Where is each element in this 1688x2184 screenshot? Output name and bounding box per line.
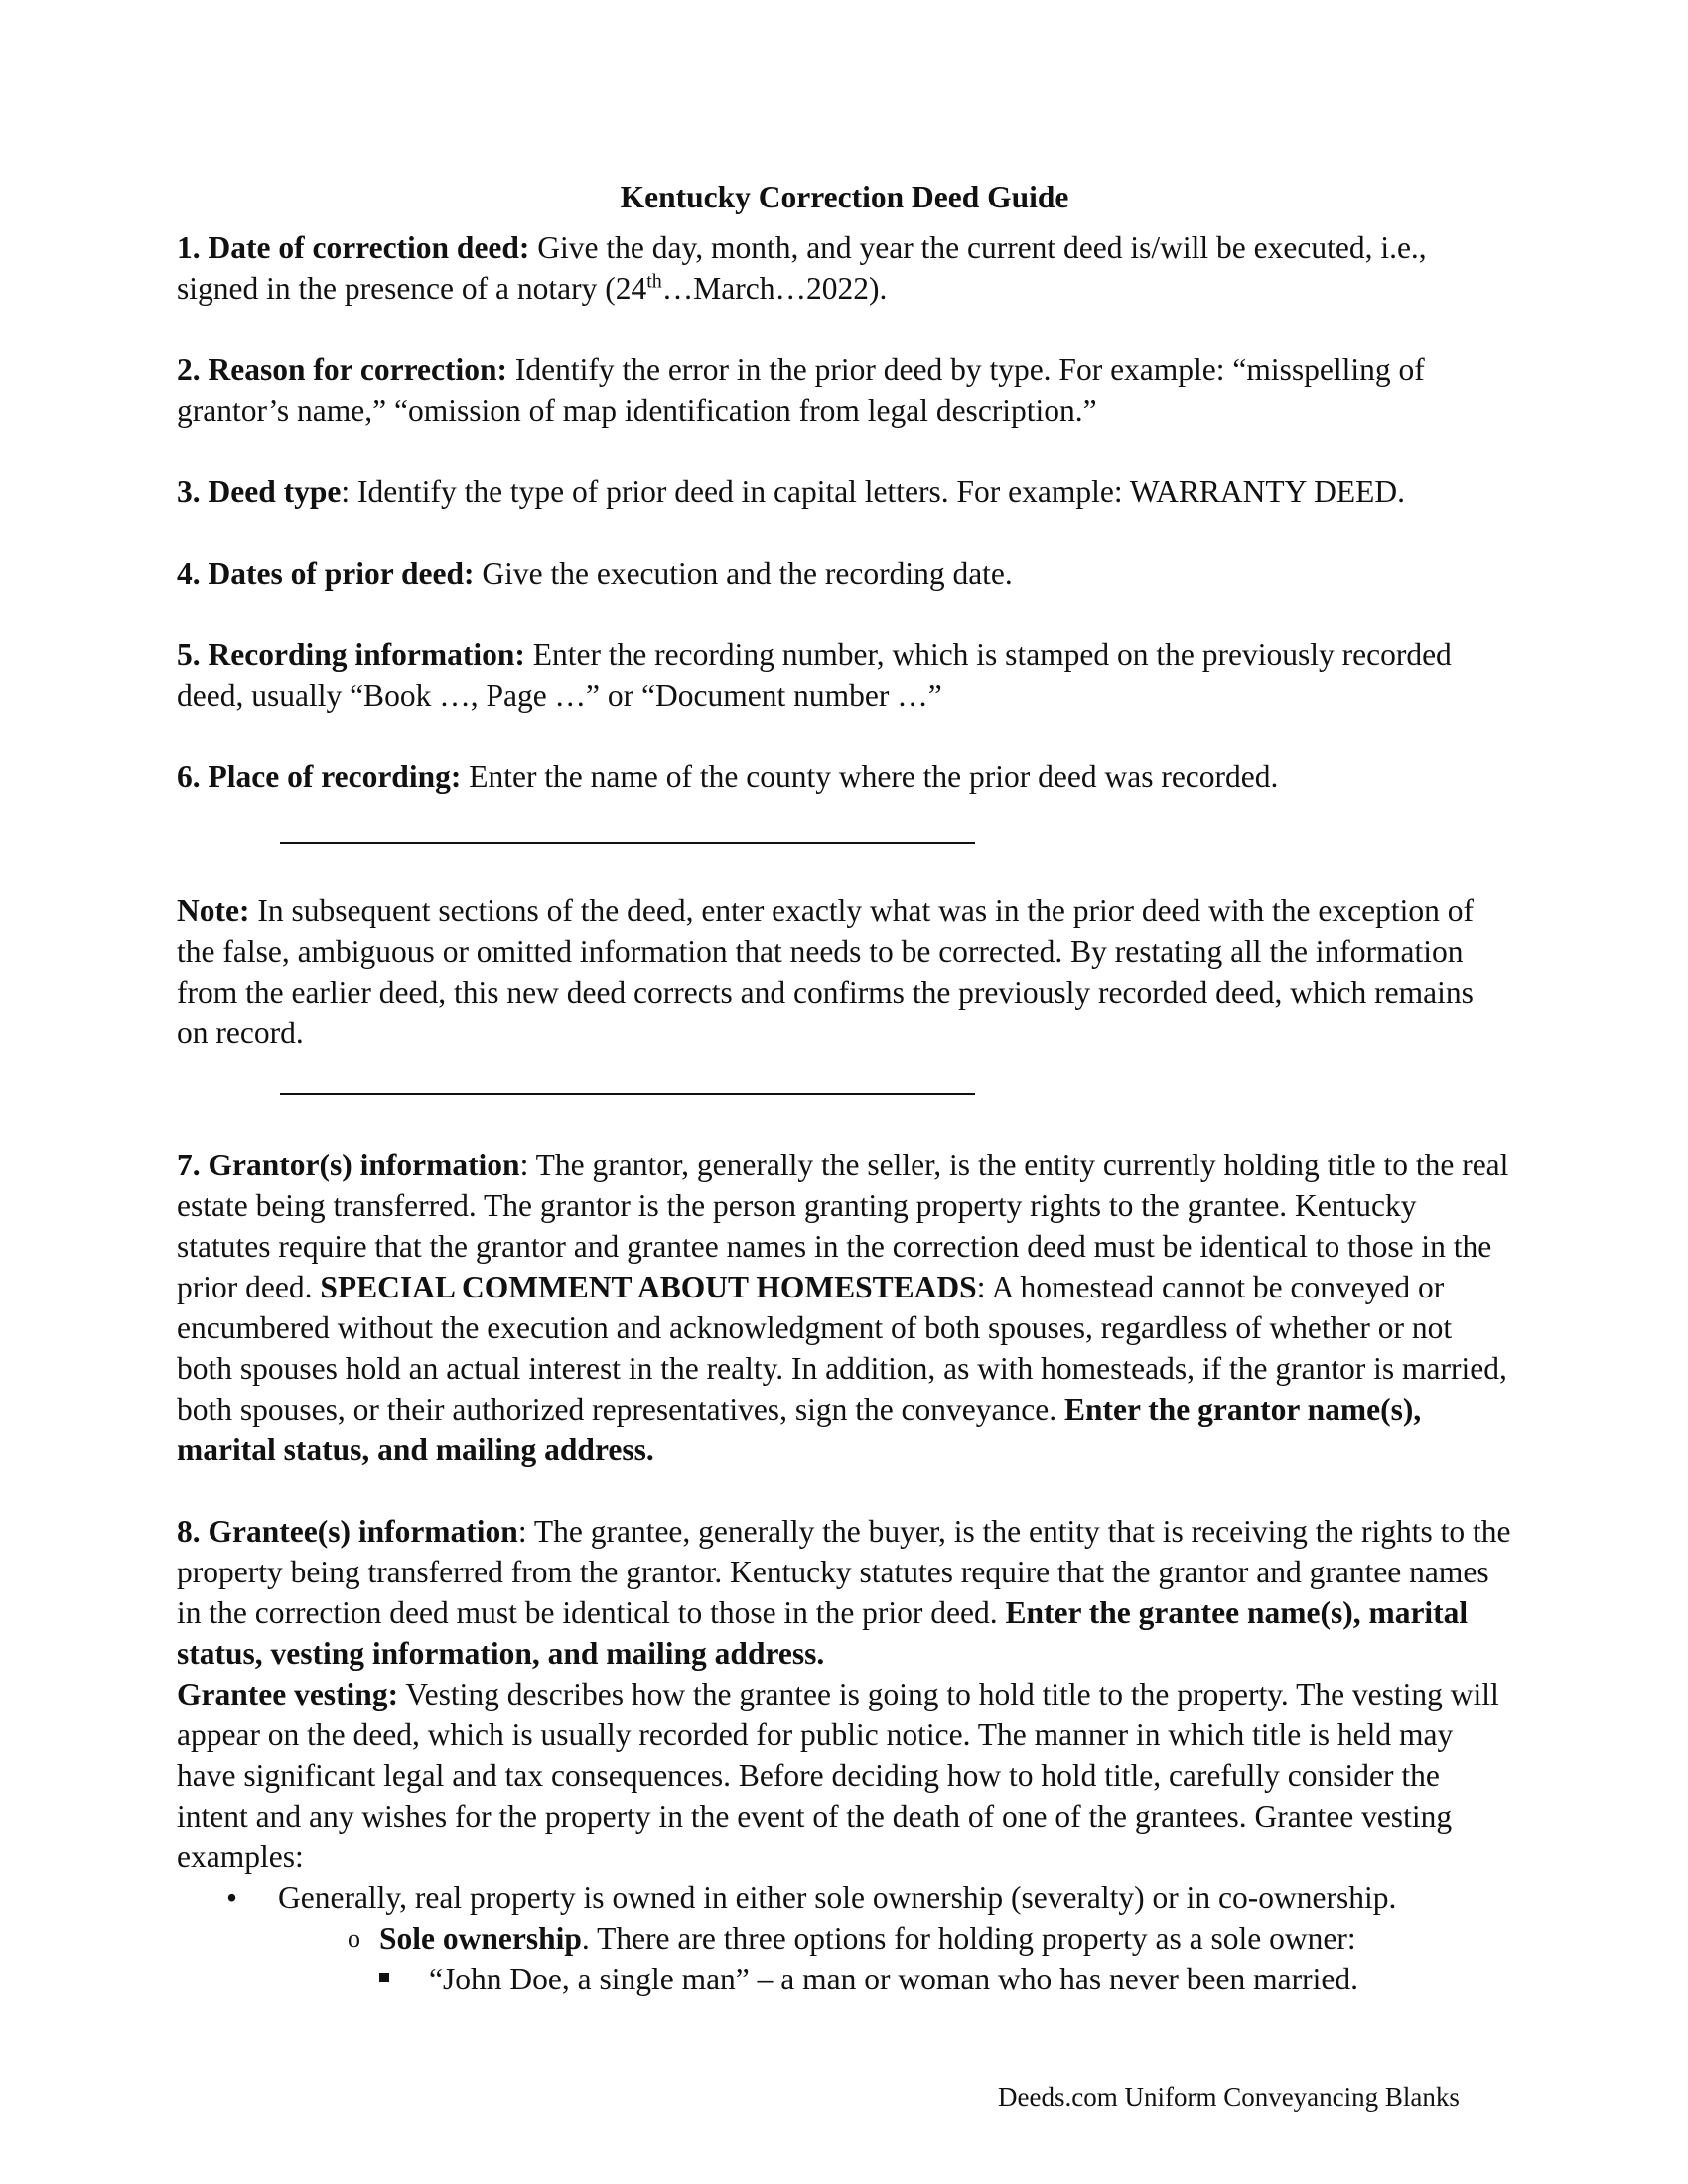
- section-8: [177, 1511, 1512, 1674]
- grantee-vesting-label: Grantee vesting:: [177, 1677, 399, 1711]
- list-item-text: . There are three options for holding property as a sole owner:: [581, 1921, 1356, 1956]
- section-6: [177, 756, 1512, 797]
- section-7-instruction: Enter the grantor name(s), marital status, and mailing address.: [177, 1392, 1422, 1467]
- divider-rule: [280, 1093, 975, 1095]
- section-7-text: : The grantor, generally the seller, is the entity currently holding title to the real estate being transferred. The grantor is the person granting property rights to the grantee. Kentucky statutes require that the grantor and grantee names in the correction deed must be identical to those in the prior deed.: [177, 1148, 1509, 1304]
- section-1-superscript: th: [646, 270, 662, 293]
- section-5: [177, 634, 1512, 716]
- list-item: [177, 1959, 1512, 1999]
- list-item: [177, 1918, 1512, 1959]
- section-4-text: Give the execution and the recording date.: [474, 556, 1013, 591]
- list-item-text: Generally, real property is owned in either sole ownership (severalty) or in co-ownership.: [278, 1880, 1397, 1915]
- section-7: [177, 1145, 1512, 1470]
- section-1: [177, 227, 1512, 309]
- document-title: Kentucky Correction Deed Guide: [620, 180, 1069, 214]
- section-8-instruction: Enter the grantee name(s), marital status, vesting information, and mailing address.: [177, 1595, 1469, 1671]
- section-1-text-end: …March…2022).: [661, 271, 888, 306]
- section-1-label: 1. Date of correction deed:: [177, 230, 530, 265]
- list-item: [177, 1877, 1512, 1918]
- section-5-label: 5. Recording information:: [177, 637, 525, 672]
- section-3-label: 3. Deed type: [177, 475, 342, 509]
- note-text: In subsequent sections of the deed, enter exactly what was in the prior deed with the exception of the false, ambiguous or omitted information that needs to be corrected. By restating all the information from the earlier deed, this new deed corrects and confirms the previously recorded deed, which remains on record.: [177, 893, 1474, 1050]
- section-5-text: Enter the recording number, which is stamped on the previously recorded deed, usually “Book …, Page …” or “Document number …”: [177, 637, 1452, 713]
- section-2-label: 2. Reason for correction:: [177, 352, 507, 387]
- section-2-text: Identify the error in the prior deed by type. For example: “misspelling of grantor’s name,” “omission of map identification from legal description.”: [177, 352, 1425, 428]
- section-4-label: 4. Dates of prior deed:: [177, 556, 475, 591]
- section-3: [177, 472, 1512, 512]
- section-8-label: 8. Grantee(s) information: [177, 1514, 518, 1549]
- section-6-label: 6. Place of recording:: [177, 759, 462, 794]
- divider-rule: [280, 842, 975, 844]
- section-2: [177, 349, 1512, 431]
- section-7-text-continued: : A homestead cannot be conveyed or encumbered without the execution and acknowledgment of both spouses, regardless of whether or not both spouses hold an actual interest in the realty. In addition, as with homesteads, if the grantor is married, both spouses, or their authorized representatives, sign the conveyance.: [177, 1270, 1507, 1427]
- grantee-vesting: [177, 1674, 1512, 1877]
- section-8-text: : The grantee, generally the buyer, is the entity that is receiving the rights to the property being transferred from the grantor. Kentucky statutes require that the grantor and grantee names in the correction deed must be identical to those in the prior deed.: [177, 1514, 1511, 1630]
- document-page: [177, 177, 1512, 1999]
- section-3-text: : Identify the type of prior deed in capital letters. For example: WARRANTY DEED.: [341, 475, 1405, 509]
- note-label: Note:: [177, 893, 250, 928]
- bullet-icon: •: [226, 1880, 238, 1915]
- grantee-vesting-text: Vesting describes how the grantee is going to hold title to the property. The vesting will appear on the deed, which is usually recorded for public notice. The manner in which title is held may have significant legal and tax consequences. Before deciding how to hold title, carefully consider the intent and any wishes for the property in the event of the death of one of the grantees. Grantee vesting examples:: [177, 1677, 1499, 1874]
- section-7-label: 7. Grantor(s) information: [177, 1148, 520, 1182]
- section-1-text: Give the day, month, and year the current deed is/will be executed, i.e., signed in the presence of a notary (24: [177, 230, 1427, 306]
- circle-bullet-icon: o: [348, 1924, 360, 1953]
- vesting-list: [177, 1877, 1512, 1999]
- page-footer: Deeds.com Uniform Conveyancing Blanks: [998, 2082, 1460, 2112]
- section-4: [177, 553, 1512, 594]
- square-bullet-icon: [379, 1973, 389, 1982]
- section-6-text: Enter the name of the county where the prior deed was recorded.: [461, 759, 1279, 794]
- list-item-text: “John Doe, a single man” – a man or woman who has never been married.: [429, 1962, 1358, 1996]
- list-item-label: Sole ownership: [379, 1921, 582, 1956]
- homestead-comment-label: SPECIAL COMMENT ABOUT HOMESTEADS: [320, 1270, 977, 1304]
- note-paragraph: [177, 890, 1512, 1053]
